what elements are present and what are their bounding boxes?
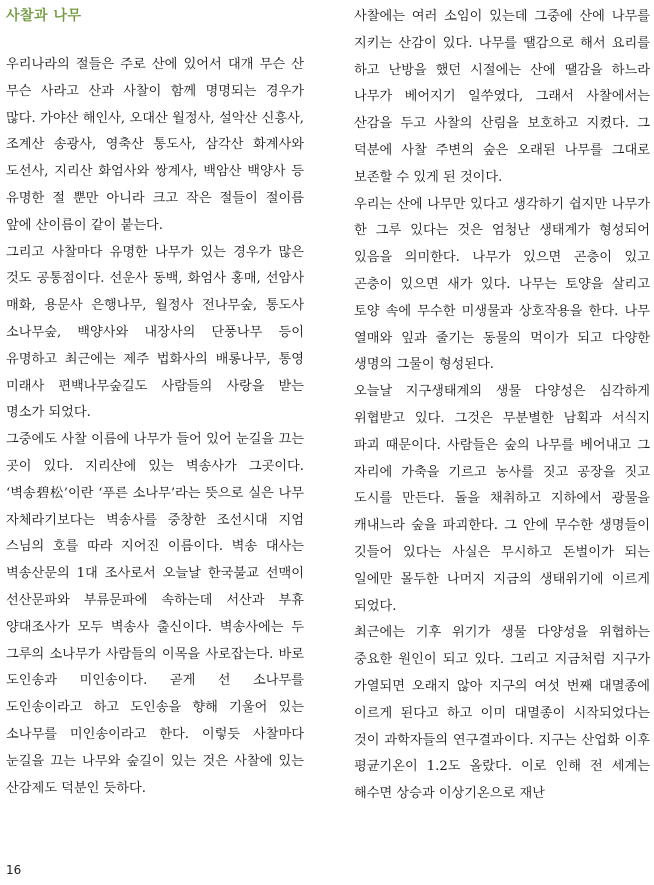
right-text-column xyxy=(354,4,650,808)
paragraph-temple-mountain-names: 우리나라의 절들은 주로 산에 있어서 대개 무슨 산 무슨 사라고 산과 사찰이 함께 명명되는 경우가 많다. 가야산 해인사, 오대산 월정사, 설악산 신흥사, 조계산 송광사, 영축산 통도사, 삼각산 화계사와 도선사, 지리산 화엄사와 쌍계사, 백암산 백양사 등 유명한 절 뿐만 아니라 크고 작은 절들이 절이름 앞에 산이름이 같이 붙는다. xyxy=(6,57,304,233)
paragraph-tree-ecosystem: 우리는 산에 나무만 있다고 생각하기 쉽지만 나무가 한 그루 있다는 것은 엄청난 생태계가 형성되어 있음을 의미한다. 나무가 있으면 곤충이 있고 곤충이 있으면 새가 있다. 나무는 토양을 살리고 토양 속에 무수한 미생물과 상호작용을 한다. 나무 열매와 잎과 줄기는 동물의 먹이가 되고 다양한 생명의 그물이 형성된다. xyxy=(354,196,650,373)
paragraph-sangam-role: 사찰에는 여러 소임이 있는데 그중에 산에 나무를 지키는 산감이 있다. 나무를 땔감으로 해서 요리를 하고 난방을 했던 시절에는 산에 땔감을 하느라 나무가 베어지기 일쑤였다, 그래서 사찰에서는 산감을 두고 사찰의 산림을 보호하고 지켰다. 그 덕분에 사찰 주변의 숲은 오래된 나무를 그대로 보존할 수 있게 된 것이다. xyxy=(354,9,650,185)
section-heading: 사찰과 나무 xyxy=(6,8,82,24)
paragraph-biodiversity-threat: 오늘날 지구생태계의 생물 다양성은 심각하게 위협받고 있다. 그것은 무분별한 남획과 서식지 파괴 때문이다. 사람들은 숲의 나무를 베어내고 그 자리에 가축을 기르고 농사를 짓고 공장을 짓고 도시를 만든다. 돌을 채취하고 지하에서 광물을 캐내느라 숲을 파괴한다. 그 안에 무수한 생명들이 깃들어 있다는 사실은 무시하고 돈벌이가 되는 일에만 몰두한 나머지 지금의 생태위기에 이르게 되었다. xyxy=(354,384,650,614)
page-number: 16 xyxy=(6,863,22,877)
paragraph-climate-crisis: 최근에는 기후 위기가 생물 다양성을 위협하는 중요한 원인이 되고 있다. 그리고 지금처럼 지구가 가열되면 오래지 않아 지구의 여섯 번째 대멸종에 이르게 된다고 하고 이미 대멸종이 시작되었다는 것이 과학자들의 연구결과이다. 지구는 산업화 이후 평균기온이 1.2도 올랐다. 이로 인해 전 세계는 해수면 상승과 이상기온으로 재난 xyxy=(354,625,650,802)
paragraph-temple-famous-trees: 그리고 사찰마다 유명한 나무가 있는 경우가 많은 것도 공통점이다. 선운사 동백, 화엄사 홍매, 선암사 매화, 용문사 은행나무, 월정사 전나무숲, 통도사 소나무숲, 백양사와 내장사의 단풍나무 등이 유명하고 최근에는 제주 법화사의 배롱나무, 통영 미래사 편백나무숲길도 사람들의 사랑을 받는 명소가 되었다. xyxy=(6,244,304,421)
left-text-column xyxy=(6,52,304,802)
paragraph-byeoksongsa: 그중에도 사찰 이름에 나무가 들어 있어 눈길을 끄는 곳이 있다. 지리산에 있는 벽송사가 그곳이다. ‘벽송碧松’이란 ‘푸른 소나무’라는 뜻으로 실은 나무 자체라기보다는 벽송사를 중창한 조선시대 지엄 스님의 호를 따라 지어진 이름이다. 벽송 대사는 벽송산문의 1대 조사로서 오늘날 한국불교 선맥이 선산문파와 부류문파에 속하는데 서산과 부휴 양대조사가 모두 벽송사 출신이다. 벽송사에는 두 그루의 소나무가 사람들의 이목을 사로잡는다. 바로 도인송과 미인송이다. 곧게 선 소나무를 도인송이라고 하고 도인송을 향해 기울어 있는 소나무를 미인송이라고 한다. 이렇듯 사찰마다 눈길을 끄는 나무와 숲길이 있는 것은 사찰에 있는 산감제도 덕분인 듯하다. xyxy=(6,432,304,796)
